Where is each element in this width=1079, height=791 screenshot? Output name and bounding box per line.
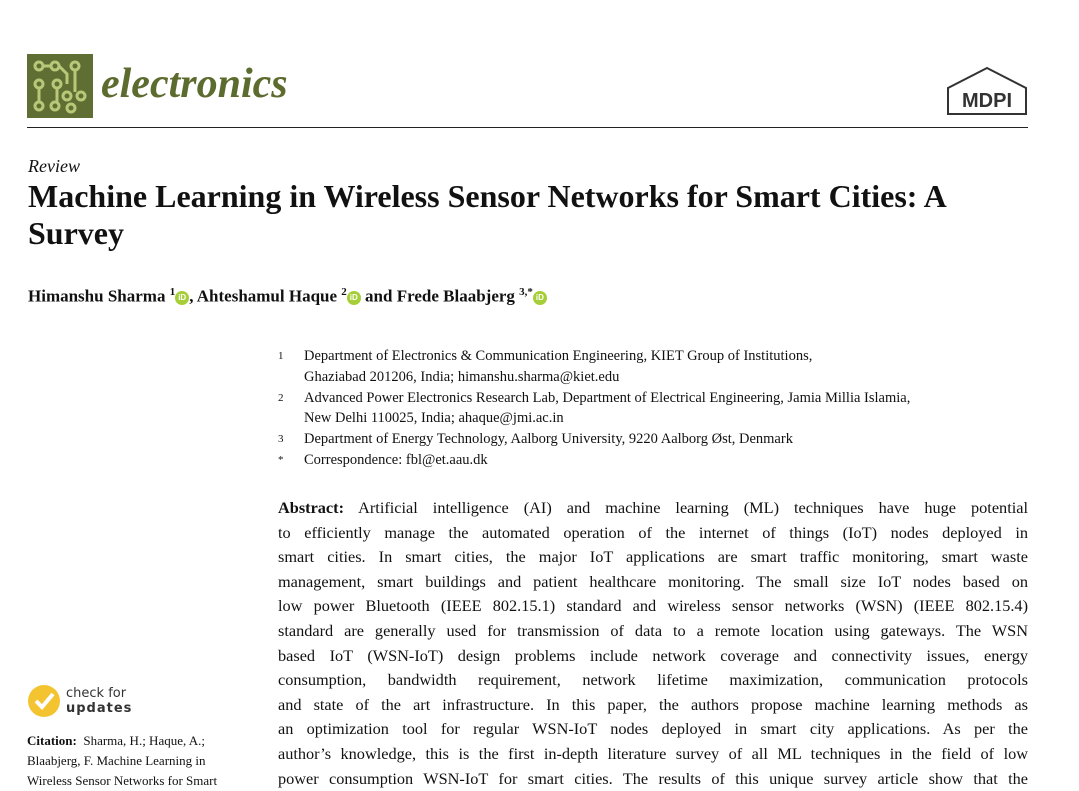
check-for-updates-button[interactable]: check for updates	[27, 684, 132, 718]
abstract: Abstract: Artificial intelligence (AI) and machine learning (ML) techniques have huge potential to efficiently manage the automated operation of the internet of things (IoT) nodes deployed in smart cities. In smart cities, the major IoT applications are smart traffic monitoring, smart waste management, smart buildings and patient healthcare monitoring. The small size IoT nodes based on low power Bluetooth (IEEE 802.15.1) standard and wireless sensor networks (WSN) (IEEE 802.15.4) standard are generally used for transmission of data to a remote location using gateways. The WSN based IoT (WSN-IoT) design problems include network coverage and connectivity issues, energy consumption, bandwidth requirement, network lifetime maximization, communication protocols and state of the art infrastructure. In this paper, the authors propose machine learning methods as an optimization tool for regular WSN-IoT nodes deployed in smart city applications. As per the author’s knowledge, this is the first in-depth literature survey of all ML techniques in the field of low power consumption WSN-IoT for smart cities. The results of this unique survey article show that the	[278, 498, 1028, 788]
citation: Citation: Sharma, H.; Haque, A.; Blaabjerg, F. Machine Learning in Wireless Sensor Networks for Smart	[27, 733, 218, 788]
circuit-icon	[27, 54, 93, 118]
header-rule	[27, 127, 1028, 128]
orcid-icon[interactable]: iD	[175, 291, 189, 305]
paper-title: Machine Learning in Wireless Sensor Networks for Smart Cities: A Survey	[28, 178, 946, 251]
checkmark-icon	[27, 684, 61, 718]
orcid-icon[interactable]: iD	[533, 291, 547, 305]
article-type: Review	[28, 156, 80, 176]
orcid-icon[interactable]: iD	[347, 291, 361, 305]
author-name: Frede Blaabjerg	[396, 286, 515, 306]
author-name: Himanshu Sharma	[28, 286, 166, 306]
svg-text:MDPI: MDPI	[962, 90, 1012, 112]
affiliations: 1 Department of Electronics & Communication Engineering, KIET Group of Institutions, Ghaziabad 201206, India; himanshu.sharma@kiet.edu 2 Advanced Power Electronics Research Lab, Department of Electrical Engineering, Jamia Millia Islamia, New Delhi 110025, India; ahaque@jmi.ac.in 3 Department of Energy Technology, Aalborg University, 9220 Aalborg Øst, Denmark * Correspondence: fbl@et.aau.dk	[278, 348, 911, 468]
mdpi-logo	[946, 66, 1028, 120]
author-name: Ahteshamul Haque	[196, 286, 338, 306]
journal-name: electronics	[101, 61, 288, 107]
author-list: Himanshu Sharma $^1$ iD , Ahteshamul Haque $^2$ iD and Frede Blaabjerg $^{3,*}$ iD	[28, 286, 547, 307]
journal-logo	[27, 54, 93, 118]
abstract-label: Abstract:	[278, 498, 345, 517]
